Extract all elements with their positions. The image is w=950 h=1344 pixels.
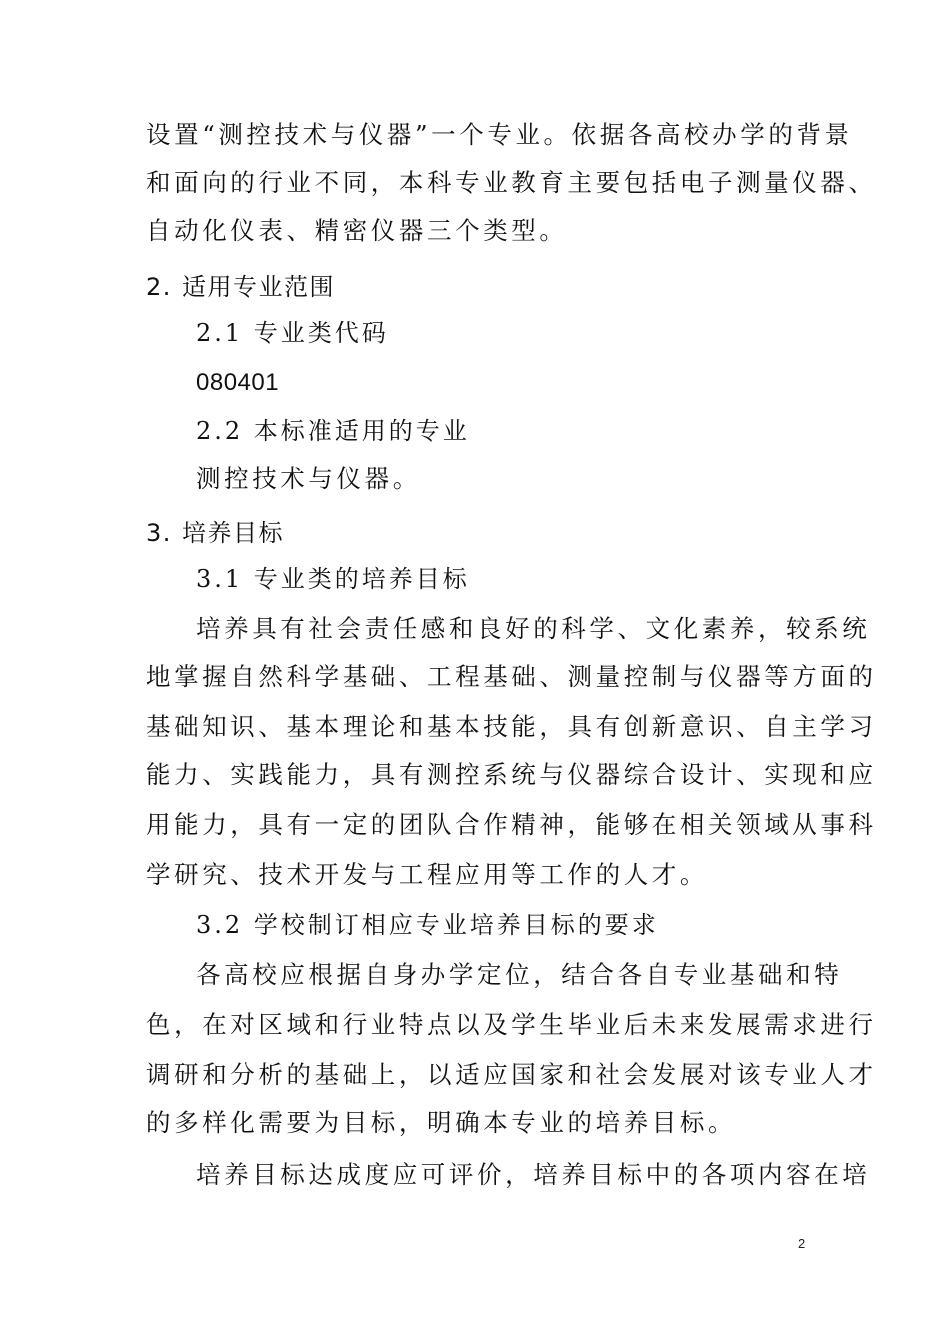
- major-name: 测控技术与仪器。: [196, 464, 421, 493]
- body-text-line: 设置“测控技术与仪器”一个专业。依据各高校办学的背景: [146, 120, 853, 149]
- body-text-line: 培养目标达成度应可评价，培养目标中的各项内容在培: [196, 1160, 871, 1189]
- page-number: 2: [798, 1236, 806, 1251]
- subsection-heading-3-1: 3.1 专业类的培养目标: [196, 565, 470, 593]
- section-heading-2: [146, 270, 810, 304]
- section-number: 3.: [146, 519, 172, 547]
- major-code: 080401: [196, 369, 280, 396]
- body-text-line: 自动化仪表、精密仪器三个类型。: [146, 216, 568, 245]
- body-text-line: 培养具有社会责任感和良好的科学、文化素养，较系统: [196, 614, 871, 643]
- body-text-line: 和面向的行业不同，本科专业教育主要包括电子测量仪器、: [146, 168, 877, 197]
- body-text-line: 地掌握自然科学基础、工程基础、测量控制与仪器等方面的: [146, 662, 877, 691]
- section-title: 适用专业范围: [182, 273, 335, 301]
- body-text-line: 用能力，具有一定的团队合作精神，能够在相关领域从事科: [146, 810, 877, 839]
- body-text-line: 基础知识、基本理论和基本技能，具有创新意识、自主学习: [146, 712, 877, 741]
- body-text-line: 的多样化需要为目标，明确本专业的培养目标。: [146, 1108, 737, 1137]
- section-title: 培养目标: [182, 519, 284, 547]
- section-heading-3: [146, 516, 810, 550]
- body-text-line: 色，在对区域和行业特点以及学生毕业后未来发展需求进行: [146, 1010, 877, 1039]
- subsection-heading-2-2: 2.2 本标准适用的专业: [196, 417, 470, 445]
- subsection-heading-2-1: 2.1 专业类代码: [196, 319, 389, 347]
- body-text-line: 调研和分析的基础上，以适应国家和社会发展对该专业人才: [146, 1060, 877, 1089]
- body-text-line: 能力、实践能力，具有测控系统与仪器综合设计、实现和应: [146, 760, 877, 789]
- body-text-line: 各高校应根据自身办学定位，结合各自专业基础和特: [196, 960, 843, 989]
- body-text-line: 学研究、技术开发与工程应用等工作的人才。: [146, 860, 708, 889]
- section-number: 2.: [146, 273, 172, 301]
- subsection-heading-3-2: 3.2 学校制订相应专业培养目标的要求: [196, 911, 659, 939]
